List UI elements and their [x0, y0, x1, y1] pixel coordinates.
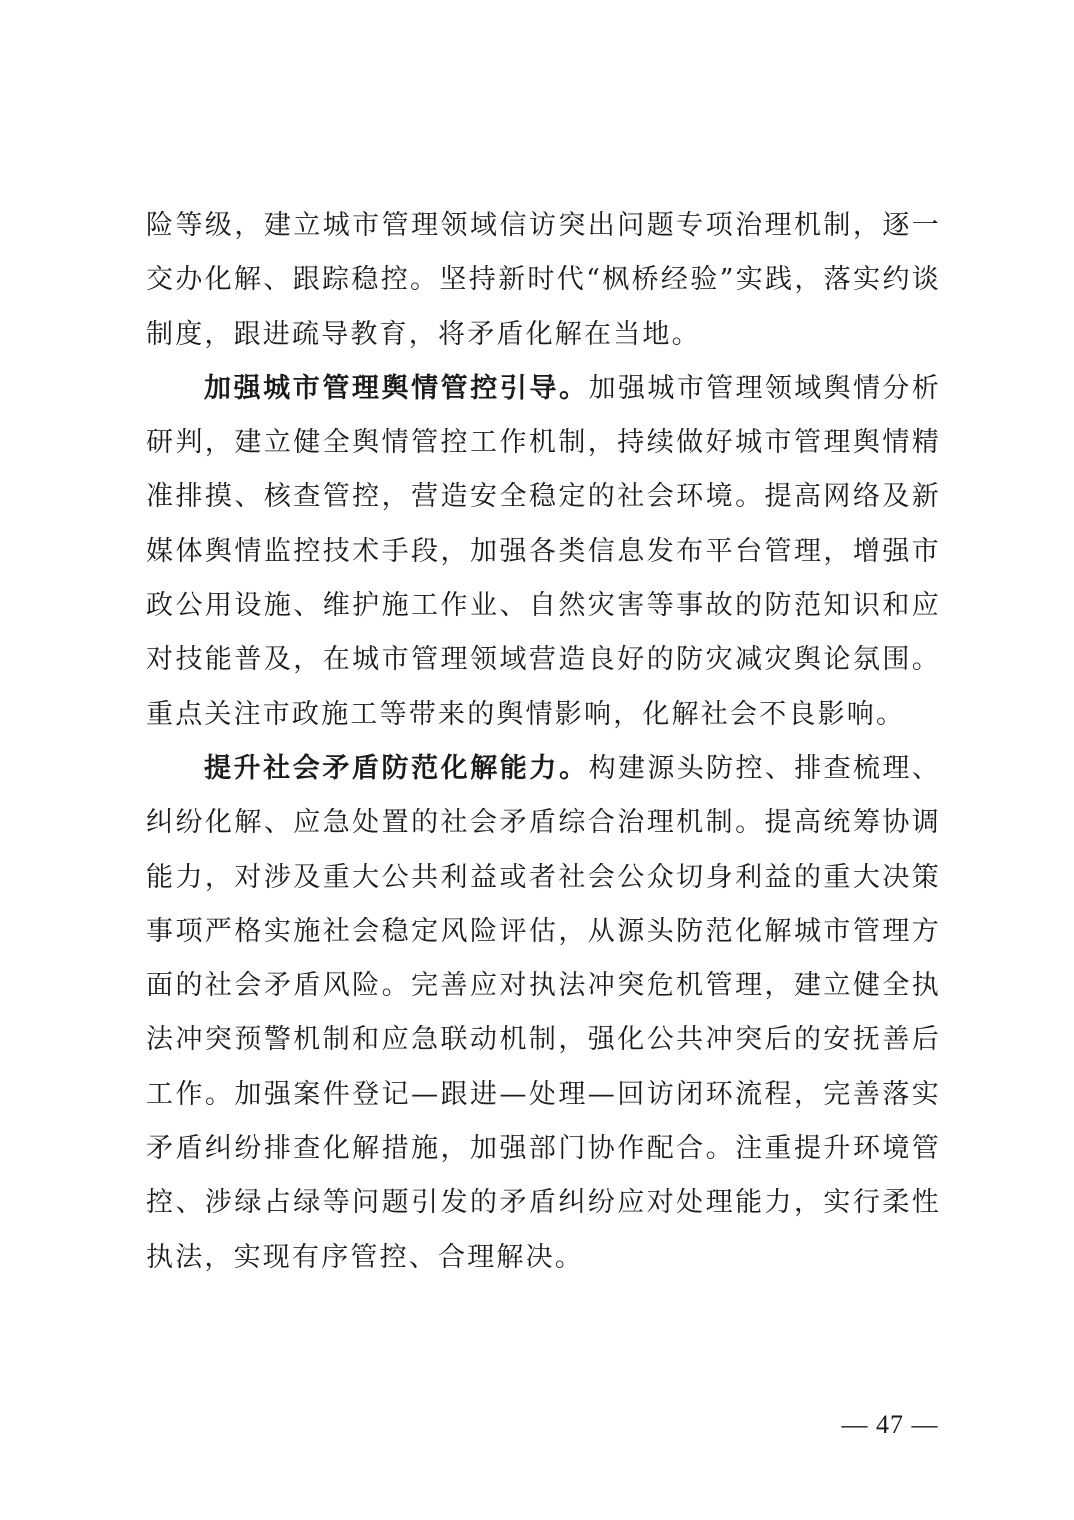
- paragraph-heading: 提升社会矛盾防范化解能力。: [204, 752, 589, 784]
- paragraph-heading: 加强城市管理舆情管控引导。: [204, 372, 589, 404]
- paragraph-continuation: [146, 199, 941, 362]
- page-number: — 47 —: [841, 1410, 939, 1439]
- paragraph-text: 险等级，建立城市管理领域信访突出问题专项治理机制，逐一交办化解、跟踪稳控。坚持新时代“枫桥经验”实践，落实约谈制度，跟进疏导教育，将矛盾化解在当地。: [146, 210, 941, 350]
- paragraph-conflict-resolution: [146, 742, 941, 1285]
- paragraph-text: 构建源头防控、排查梳理、纠纷化解、应急处置的社会矛盾综合治理机制。提高统筹协调能力，对涉及重大公共利益或者社会公众切身利益的重大决策事项严格实施社会稳定风险评估，从源头防范化解城市管理方面的社会矛盾风险。完善应对执法冲突危机管理，建立健全执法冲突预警机制和应急联动机制，强化公共冲突后的安抚善后工作。加强案件登记—跟进—处理—回访闭环流程，完善落实矛盾纠纷排查化解措施，加强部门协作配合。注重提升环境管控、涉绿占绿等问题引发的矛盾纠纷应对处理能力，实行柔性执法，实现有序管控、合理解决。: [146, 752, 941, 1273]
- paragraph-public-opinion: [146, 362, 941, 742]
- document-body: [146, 199, 941, 1285]
- paragraph-text: 加强城市管理领域舆情分析研判，建立健全舆情管控工作机制，持续做好城市管理舆情精准排摸、核查管控，营造安全稳定的社会环境。提高网络及新媒体舆情监控技术手段，加强各类信息发布平台管理，增强市政公用设施、维护施工作业、自然灾害等事故的防范知识和应对技能普及，在城市管理领域营造良好的防灾减灾舆论氛围。重点关注市政施工等带来的舆情影响，化解社会不良影响。: [146, 372, 941, 730]
